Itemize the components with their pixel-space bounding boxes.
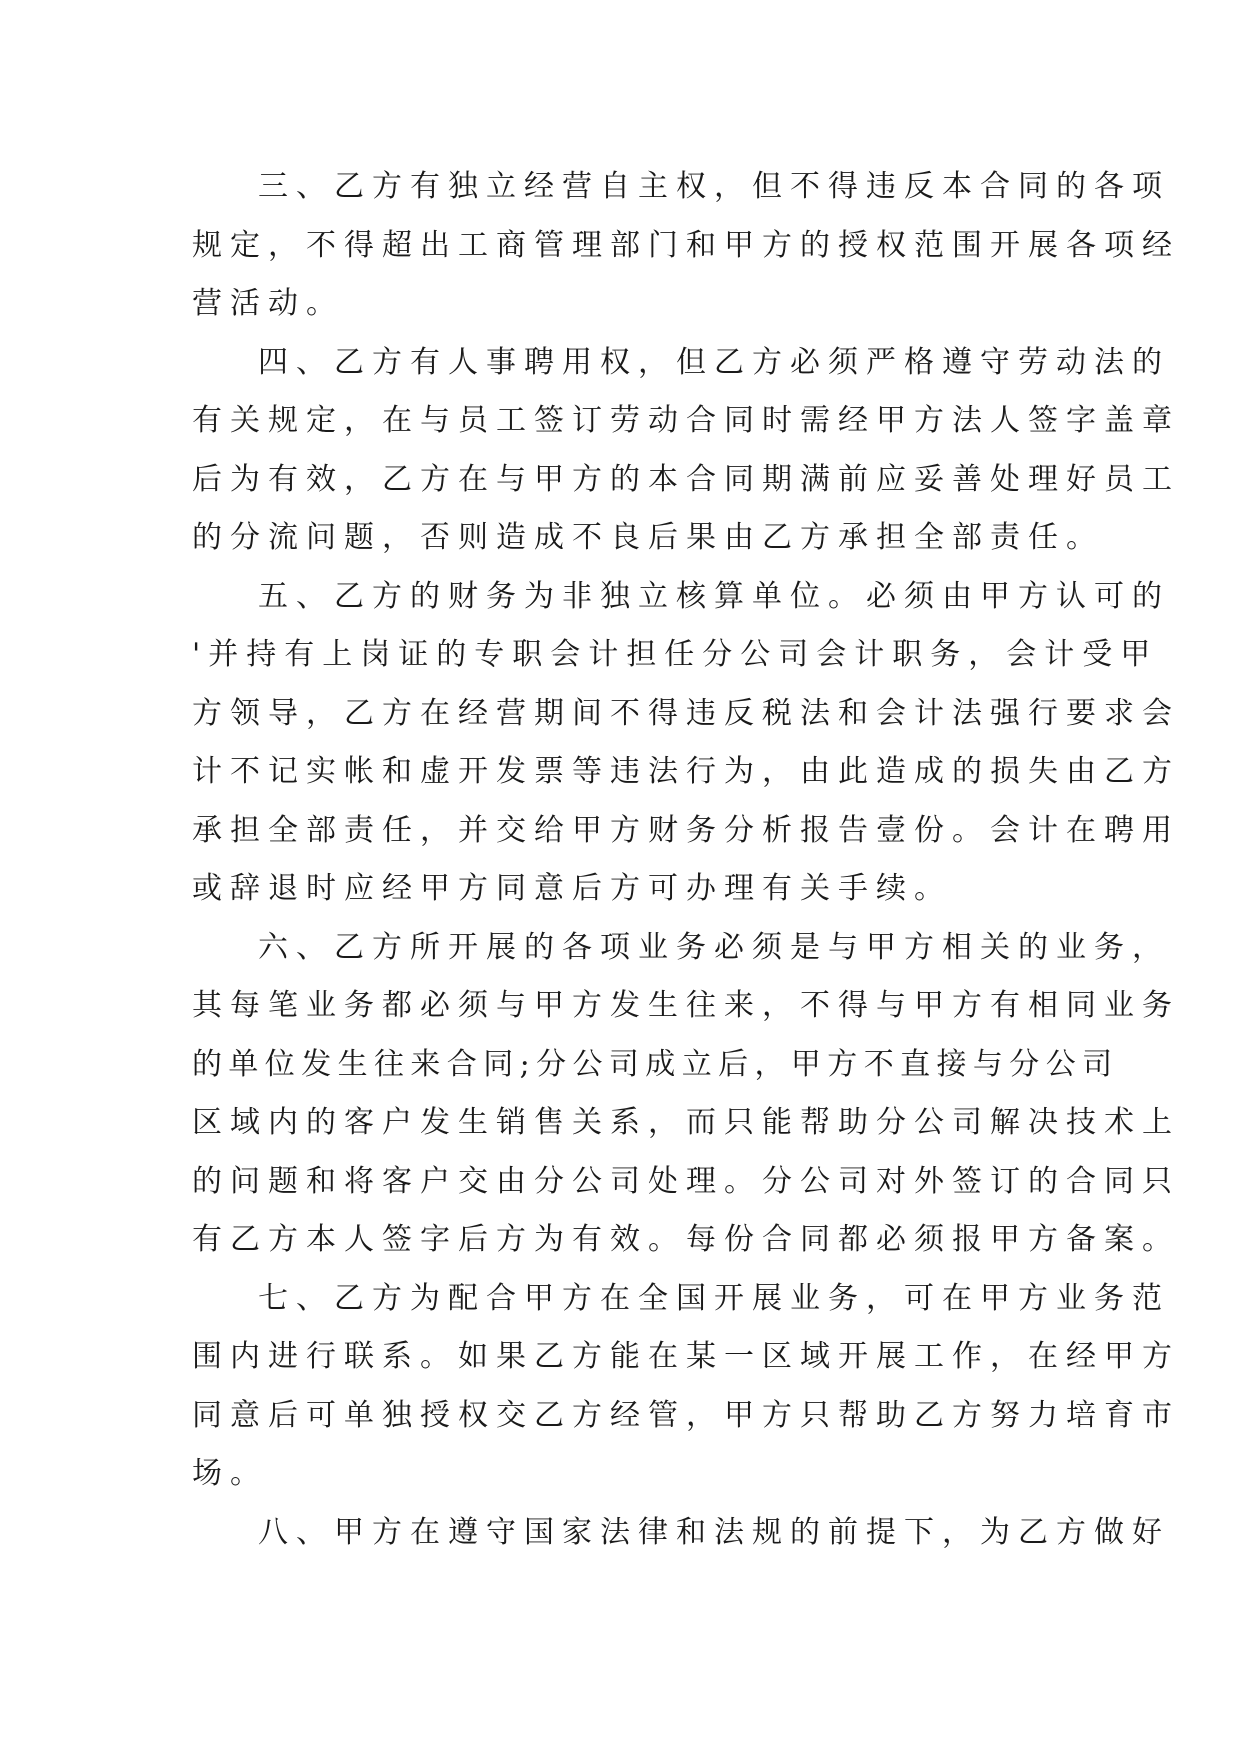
paragraph-5-line-4: 计不记实帐和虚开发票等违法行为，由此造成的损失由乙方 — [192, 754, 1180, 789]
paragraph-4-line-2: 有关规定，在与员工签订劳动合同时需经甲方法人签字盖章 — [192, 403, 1180, 438]
paragraph-6-line-4: 区域内的客户发生销售关系，而只能帮助分公司解决技术上 — [192, 1105, 1180, 1140]
paragraph-5-line-5: 承担全部责任，并交给甲方财务分析报告壹份。会计在聘用 — [192, 812, 1180, 848]
paragraph-6-line-2: 其每笔业务都必须与甲方发生往来，不得与甲方有相同业务 — [192, 988, 1180, 1023]
paragraph-5-line-6: 或辞退时应经甲方同意后方可办理有关手续。 — [192, 871, 952, 906]
paragraph-5-line-3: 方领导，乙方在经营期间不得违反税法和会计法强行要求会 — [192, 695, 1180, 731]
paragraph-3-line-3: 营活动。 — [192, 286, 344, 321]
paragraph-5-line-1: 五、乙方的财务为非独立核算单位。必须由甲方认可的 — [258, 578, 1170, 614]
paragraph-6-line-6: 有乙方本人签字后方为有效。每份合同都必须报甲方备案。 — [192, 1222, 1180, 1257]
paragraph-4-line-4: 的分流问题，否则造成不良后果由乙方承担全部责任。 — [192, 520, 1104, 555]
paragraph-3-line-2: 规定，不得超出工商管理部门和甲方的授权范围开展各项经 — [192, 227, 1180, 263]
paragraph-3-line-1: 三、乙方有独立经营自主权，但不得违反本合同的各项 — [258, 169, 1170, 204]
paragraph-7-line-2: 围内进行联系。如果乙方能在某一区域开展工作，在经甲方 — [192, 1339, 1180, 1374]
paragraph-7-line-1: 七、乙方为配合甲方在全国开展业务，可在甲方业务范 — [258, 1280, 1170, 1316]
paragraph-7-line-4: 场。 — [192, 1456, 268, 1491]
paragraph-5-line-2: '并持有上岗证的专职会计担任分公司会计职务，会计受甲 — [192, 637, 1159, 672]
paragraph-6-line-5: 的问题和将客户交由分公司处理。分公司对外签订的合同只 — [192, 1163, 1180, 1199]
paragraph-4-line-1: 四、乙方有人事聘用权，但乙方必须严格遵守劳动法的 — [258, 344, 1170, 380]
paragraph-6-line-1: 六、乙方所开展的各项业务必须是与甲方相关的业务， — [258, 929, 1170, 965]
paragraph-7-line-3: 同意后可单独授权交乙方经管，甲方只帮助乙方努力培育市 — [192, 1397, 1180, 1433]
paragraph-6-line-3: 的单位发生往来合同;分公司成立后，甲方不直接与分公司 — [192, 1046, 1119, 1082]
paragraph-8-line-1: 八、甲方在遵守国家法律和法规的前提下，为乙方做好 — [258, 1514, 1170, 1550]
document-body — [192, 158, 1180, 1562]
paragraph-4-line-3: 后为有效，乙方在与甲方的本合同期满前应妥善处理好员工 — [192, 461, 1180, 497]
